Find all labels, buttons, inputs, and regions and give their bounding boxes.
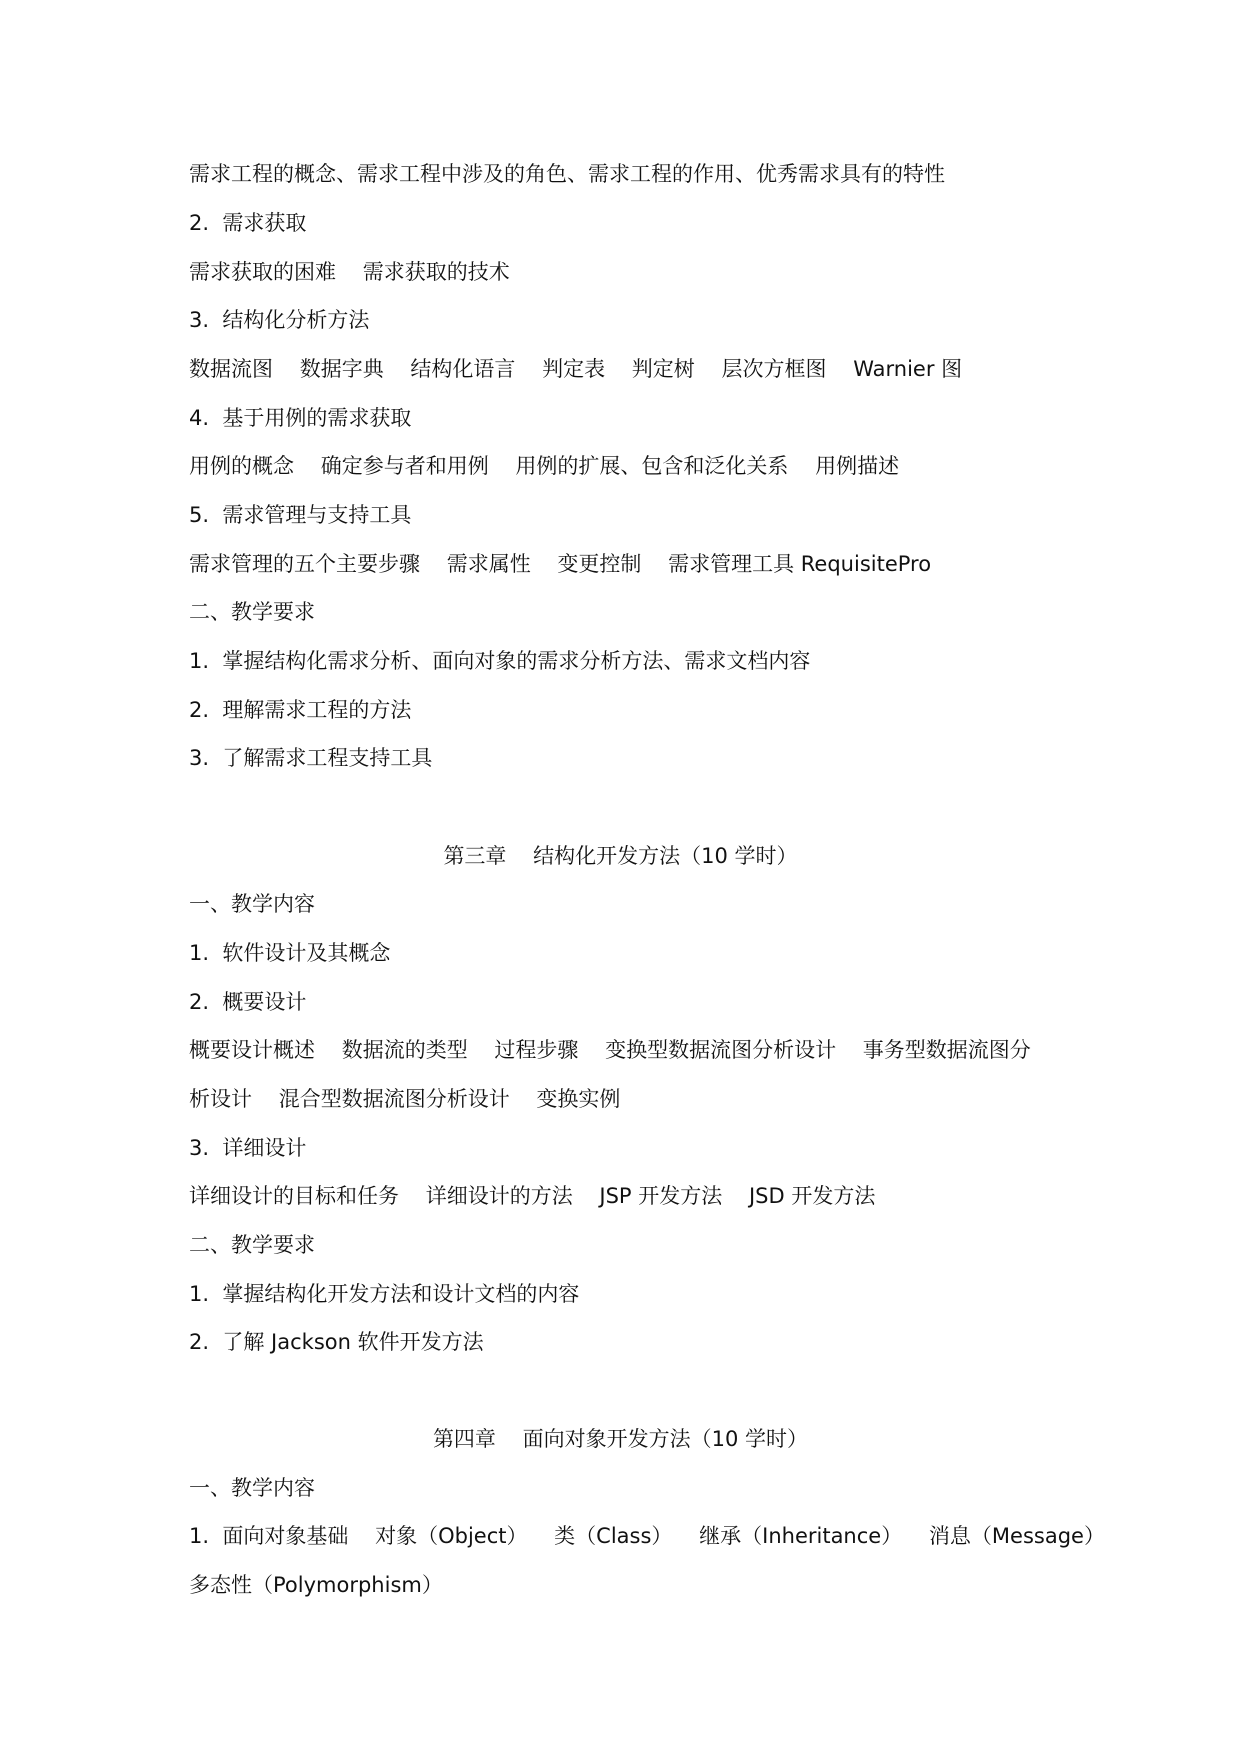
list-item: 2. 了解 Jackson 软件开发方法 bbox=[189, 1330, 484, 1354]
section-item: 5. 需求管理与支持工具 bbox=[189, 503, 412, 527]
section-item: 3. 详细设计 bbox=[189, 1136, 307, 1160]
section-item: 2. 需求获取 bbox=[189, 211, 307, 235]
section-heading: 一、教学内容 bbox=[189, 1476, 315, 1500]
section-item: 1. 面向对象基础 对象（Object） 类（Class） 继承（Inheritance） 消息（Message） bbox=[189, 1524, 1105, 1548]
list-item: 1. 掌握结构化需求分析、面向对象的需求分析方法、需求文档内容 bbox=[189, 649, 811, 673]
list-item: 1. 掌握结构化开发方法和设计文档的内容 bbox=[189, 1282, 580, 1306]
list-item: 3. 了解需求工程支持工具 bbox=[189, 746, 433, 770]
chapter-title: 第三章 结构化开发方法（10 学时） bbox=[443, 844, 798, 868]
text-line: 多态性（Polymorphism） bbox=[189, 1573, 443, 1597]
list-item: 2. 理解需求工程的方法 bbox=[189, 698, 412, 722]
text-line: 详细设计的目标和任务 详细设计的方法 JSP 开发方法 JSD 开发方法 bbox=[189, 1184, 876, 1208]
section-heading: 一、教学内容 bbox=[189, 892, 315, 916]
section-item: 4. 基于用例的需求获取 bbox=[189, 406, 412, 430]
text-line: 概要设计概述 数据流的类型 过程步骤 变换型数据流图分析设计 事务型数据流图分 bbox=[189, 1038, 1031, 1062]
text-line: 析设计 混合型数据流图分析设计 变换实例 bbox=[189, 1087, 621, 1111]
text-line: 需求获取的困难 需求获取的技术 bbox=[189, 260, 510, 284]
text-line: 用例的概念 确定参与者和用例 用例的扩展、包含和泛化关系 用例描述 bbox=[189, 454, 900, 478]
text-line: 需求工程的概念、需求工程中涉及的角色、需求工程的作用、优秀需求具有的特性 bbox=[189, 162, 945, 186]
section-heading: 二、教学要求 bbox=[189, 600, 315, 624]
section-item: 3. 结构化分析方法 bbox=[189, 308, 370, 332]
section-item: 2. 概要设计 bbox=[189, 990, 307, 1014]
section-item: 1. 软件设计及其概念 bbox=[189, 941, 391, 965]
section-heading: 二、教学要求 bbox=[189, 1233, 315, 1257]
text-line: 数据流图 数据字典 结构化语言 判定表 判定树 层次方框图 Warnier 图 bbox=[189, 357, 963, 381]
chapter-title: 第四章 面向对象开发方法（10 学时） bbox=[432, 1427, 809, 1451]
text-line: 需求管理的五个主要步骤 需求属性 变更控制 需求管理工具 RequisitePro bbox=[189, 552, 932, 576]
